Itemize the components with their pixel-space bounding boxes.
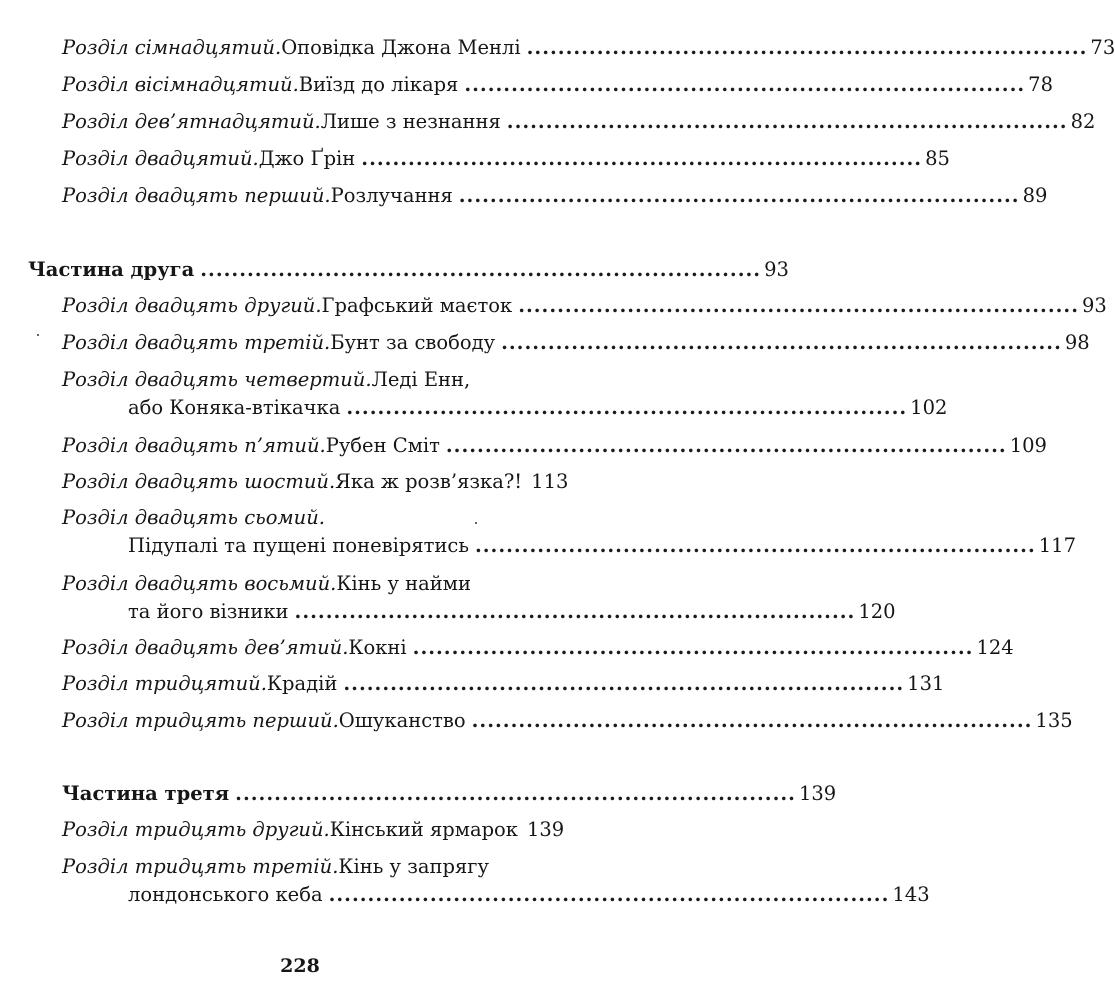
page-ref: 93 — [764, 258, 789, 281]
toc-entry-continuation — [128, 396, 948, 430]
chapter-subtitle: Джо Ґрін — [258, 147, 356, 170]
leader-dots: ........................................................................ — [200, 258, 762, 281]
chapter-title: Розділ дев’ятнадцятий. — [62, 110, 321, 133]
chapter-subtitle-continued: та його візники — [128, 600, 289, 623]
leader-dots: ........................................................................ — [346, 396, 908, 419]
chapter-subtitle-continued: або Коняка-втікачка — [128, 396, 341, 419]
leader-dots: ........................................................................ — [343, 672, 905, 695]
chapter-title: Розділ тридцять третій. — [62, 855, 339, 878]
toc-entry-continuation — [128, 600, 896, 634]
toc-entry — [62, 73, 1053, 107]
page-ref: 93 — [1081, 294, 1107, 317]
toc-entry — [62, 672, 945, 706]
chapter-subtitle: Графський маєток — [321, 294, 513, 317]
leader-dots: ........................................................................ — [471, 709, 1033, 732]
toc-part-heading — [62, 782, 837, 816]
leader-dots: ........................................................................ — [458, 184, 1020, 207]
part-title: Частина друга — [28, 258, 195, 281]
leader-dots: ........................................................................ — [526, 36, 1088, 59]
leader-dots: ........................................................................ — [501, 331, 1062, 354]
leader-dots: ........................................................................ — [445, 434, 1007, 457]
toc-entry — [62, 818, 565, 852]
chapter-subtitle: Рубен Сміт — [325, 434, 440, 457]
page-ref: 89 — [1022, 184, 1048, 207]
toc-entry — [62, 36, 1115, 70]
chapter-subtitle: Кінь у запрягу — [338, 855, 489, 878]
chapter-subtitle: Оповідка Джона Менлі — [281, 36, 521, 59]
chapter-subtitle: Кінь у найми — [336, 572, 471, 595]
toc-entry-continuation — [128, 883, 930, 917]
leader-dots: ........................................................................ — [361, 147, 923, 170]
chapter-subtitle: Яка ж розв’язка?! — [335, 470, 523, 493]
chapter-subtitle: Кокні — [348, 636, 407, 659]
chapter-subtitle-continued: лондонського кеба — [128, 883, 323, 906]
toc-entry — [62, 434, 1047, 468]
toc-entry — [62, 184, 1048, 218]
chapter-title: Розділ двадцять третій. — [62, 331, 331, 354]
chapter-title: Розділ тридцятий. — [62, 672, 267, 695]
chapter-subtitle: Розлучання — [330, 184, 453, 207]
chapter-title: Розділ вісімнадцятий. — [62, 73, 299, 96]
chapter-title: Розділ двадцять восьмий. — [62, 572, 337, 595]
page-ref: 124 — [976, 636, 1014, 659]
page-ref: 82 — [1070, 110, 1096, 133]
page-number: 228 — [280, 955, 320, 977]
chapter-subtitle: Леді Енн, — [371, 368, 471, 391]
page-ref: 102 — [910, 396, 948, 419]
leader-dots: ........................................................................ — [412, 636, 974, 659]
leader-dots: ........................................................................ — [235, 782, 796, 805]
toc-part-heading — [28, 258, 789, 292]
leader-dots: ........................................................................ — [518, 294, 1079, 317]
chapter-title: Розділ двадцять четвертий. — [62, 368, 372, 391]
print-speck — [475, 522, 477, 524]
chapter-subtitle-continued: Підупалі та пущені поневірятись — [128, 534, 469, 557]
leader-dots: ........................................................................ — [474, 534, 1036, 557]
page-ref: 131 — [907, 672, 945, 695]
toc-entry — [62, 147, 950, 181]
chapter-subtitle: Виїзд до лікаря — [298, 73, 459, 96]
page-ref: 117 — [1038, 534, 1076, 557]
toc-entry — [62, 636, 1014, 670]
chapter-title: Розділ двадцять сьомий. — [62, 506, 325, 529]
leader-dots: ........................................................................ — [294, 600, 856, 623]
toc-entry — [62, 331, 1090, 365]
chapter-subtitle: Крадій — [266, 672, 338, 695]
chapter-subtitle: Лише з незнання — [320, 110, 501, 133]
chapter-title: Розділ двадцять другий. — [62, 294, 322, 317]
toc-entry-continuation — [128, 534, 1076, 568]
leader-dots: ........................................................................ — [506, 110, 1068, 133]
chapter-title: Розділ тридцять перший. — [62, 709, 339, 732]
part-title: Частина третя — [62, 782, 230, 805]
page-ref: 98 — [1064, 331, 1090, 354]
chapter-title: Розділ тридцять другий. — [62, 818, 330, 841]
chapter-subtitle: Ошуканство — [338, 709, 466, 732]
page-ref: 135 — [1035, 709, 1073, 732]
page-ref: 85 — [925, 147, 950, 170]
page-ref: 120 — [858, 600, 896, 623]
toc-entry — [62, 709, 1073, 743]
page-ref: 73 — [1090, 36, 1115, 59]
chapter-title: Розділ двадцять п’ятий. — [62, 434, 326, 457]
toc-entry — [62, 470, 569, 504]
chapter-subtitle: Кінський ярмарок — [329, 818, 518, 841]
page-ref: 113 — [531, 470, 569, 493]
chapter-subtitle: Бунт за свободу — [330, 331, 496, 354]
chapter-title: Розділ двадцятий. — [62, 147, 259, 170]
page-ref: 143 — [892, 883, 930, 906]
page-ref: 139 — [526, 818, 565, 841]
toc-entry — [62, 110, 1096, 144]
leader-dots: ........................................................................ — [328, 883, 890, 906]
toc-entry — [62, 294, 1107, 328]
leader-dots: ........................................................................ — [464, 73, 1026, 96]
print-speck — [37, 334, 39, 336]
chapter-title: Розділ сімнадцятий. — [62, 36, 282, 59]
chapter-title: Розділ двадцять перший. — [62, 184, 331, 207]
page-ref: 109 — [1009, 434, 1047, 457]
page-ref: 139 — [798, 782, 837, 805]
page-ref: 78 — [1028, 73, 1053, 96]
chapter-title: Розділ двадцять дев’ятий. — [62, 636, 349, 659]
chapter-title: Розділ двадцять шостий. — [62, 470, 336, 493]
